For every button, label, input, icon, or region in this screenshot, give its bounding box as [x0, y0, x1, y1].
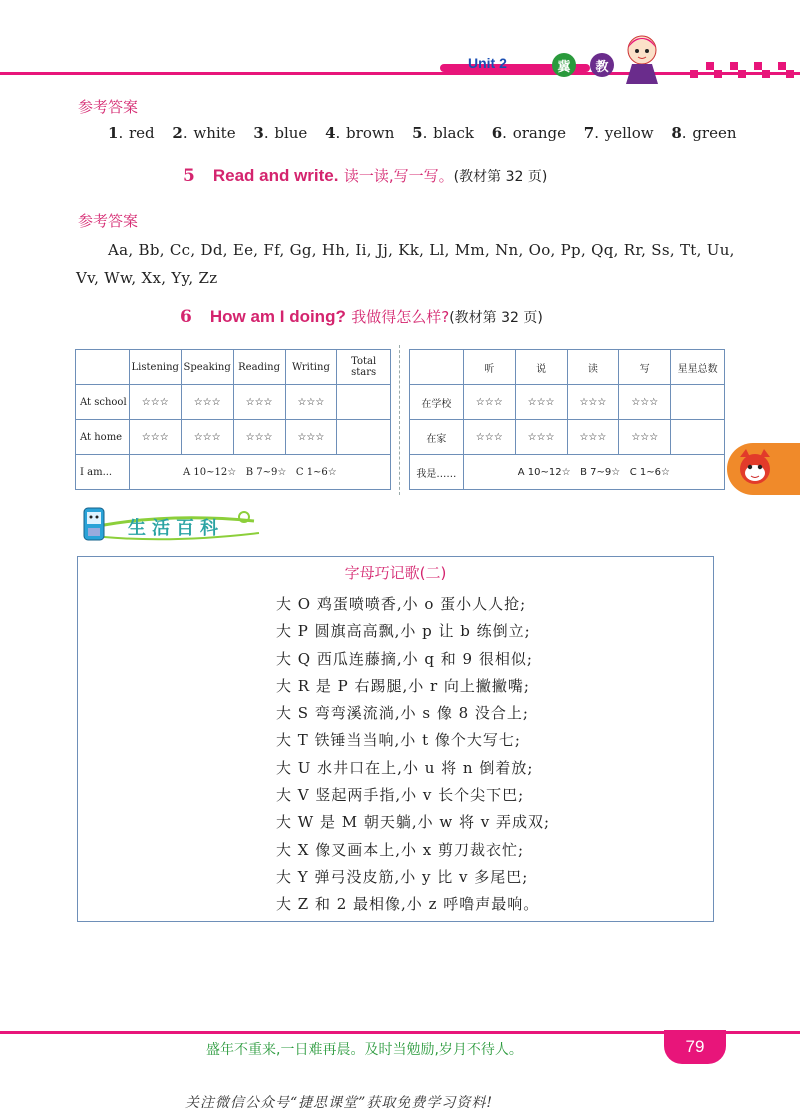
poem-line: 大 R 是 P 右踢腿,小 r 向上撇撇嘴; [276, 676, 530, 695]
poem-line: 大 U 水井口在上,小 u 将 n 倒着放; [276, 758, 534, 777]
table-divider [399, 345, 400, 495]
poem-line: 大 V 竖起两手指,小 v 长个尖下巴; [276, 786, 525, 805]
unit-label: Unit 2 [468, 55, 507, 71]
life-encyclopedia-title: 生活百科 [128, 518, 224, 539]
cartoon-fox-icon [734, 447, 776, 489]
poem-line: 大 T 铁锤当当响,小 t 像个大写七; [276, 731, 521, 750]
color-answer: 5. black [412, 124, 474, 142]
publisher-badge-jiao: 教 [590, 53, 614, 77]
poem-box [77, 556, 714, 922]
self-assessment-table-en [75, 349, 391, 490]
table-row: At home ☆☆☆ ☆☆☆ ☆☆☆ ☆☆☆ [76, 420, 391, 455]
poem-lines [276, 591, 550, 919]
alphabet-answer: Aa, Bb, Cc, Dd, Ee, Ff, Gg, Hh, Ii, Jj, Kk, Ll, Mm, Nn, Oo, Pp, Qq, Rr, Ss, Tt, Uu, Vv, Ww, Xx, Yy, Zz [76, 241, 735, 287]
table-header-row: Listening Speaking Reading Writing Total stars [76, 350, 391, 385]
poem-line: 大 Q 西瓜连藤摘,小 q 和 9 很相似; [276, 649, 533, 668]
footer-motto: 盛年不重来,一日难再晨。及时当勉励,岁月不待人。 [206, 1042, 523, 1058]
header-checker-pattern [690, 62, 800, 78]
poem-line: 大 Z 和 2 最相像,小 z 呼噜声最响。 [276, 895, 540, 914]
color-answer: 3. blue [253, 124, 308, 142]
poem-title: 字母巧记歌(二) [344, 564, 447, 582]
table-row: 在家 ☆☆☆ ☆☆☆ ☆☆☆ ☆☆☆ [410, 420, 725, 455]
color-answer: 6. orange [491, 124, 566, 142]
header-rule [0, 72, 800, 75]
poem-line: 大 Y 弹弓没皮筋,小 y 比 v 多尾巴; [276, 867, 529, 886]
table-row: 在学校 ☆☆☆ ☆☆☆ ☆☆☆ ☆☆☆ [410, 385, 725, 420]
self-assessment-table-cn [409, 349, 725, 490]
cartoon-girl-icon [612, 30, 672, 85]
poem-line: 大 S 弯弯溪流淌,小 s 像 8 没合上; [276, 704, 529, 723]
phone-mascot-icon [74, 502, 114, 546]
color-answer: 4. brown [325, 124, 395, 142]
color-answer: 7. yellow [583, 124, 654, 142]
answer-label-2: 参考答案 [78, 212, 139, 230]
poem-line: 大 X 像叉画本上,小 x 剪刀裁衣忙; [276, 840, 525, 859]
color-answer: 2. white [172, 124, 236, 142]
color-answer: 8. green [671, 124, 737, 142]
color-answers [108, 124, 749, 142]
table-row: 我是…… A 10~12☆ B 7~9☆ C 1~6☆ [410, 455, 725, 490]
table-row: I am... A 10~12☆ B 7~9☆ C 1~6☆ [76, 455, 391, 490]
poem-line: 大 W 是 M 朝天躺,小 w 将 v 弄成双; [276, 813, 551, 832]
poem-line: 大 O 鸡蛋喷喷香,小 o 蛋小人人抢; [276, 595, 527, 613]
section-5-title: 5 Read and write. 读一读,写一写。(教材第 32 页) [183, 166, 548, 186]
poem-line: 大 P 圆旗高高飘,小 p 让 b 练倒立; [276, 622, 531, 641]
section-6-title: 6 How am I doing? 我做得怎么样?(教材第 32 页) [180, 307, 543, 327]
color-answer: 1. red [108, 124, 155, 142]
handwritten-note: 关注微信公众号“捷思课堂”获取免费学习资料! [185, 1095, 493, 1111]
table-row: At school ☆☆☆ ☆☆☆ ☆☆☆ ☆☆☆ [76, 385, 391, 420]
answer-label-1: 参考答案 [78, 98, 139, 116]
table-header-row: 听 说 读 写 星星总数 [410, 350, 725, 385]
page-number: 79 [664, 1030, 726, 1064]
publisher-badge-ji: 冀 [552, 53, 576, 77]
